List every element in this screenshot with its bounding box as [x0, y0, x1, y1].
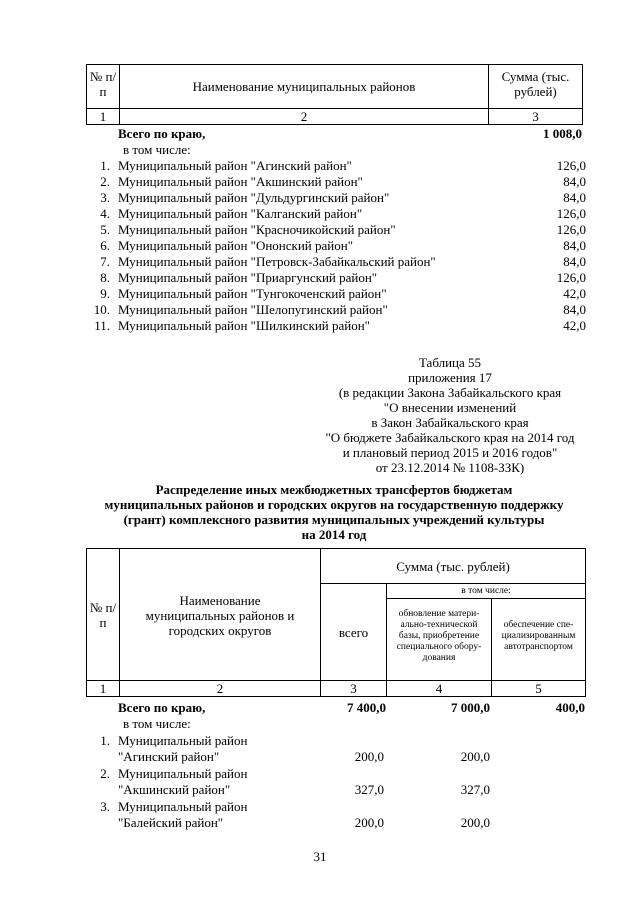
t1-total-label: Всего по краю, [118, 126, 206, 141]
t2-header-name-text: Наименование муниципальных районов и городских округов [145, 593, 295, 638]
annex-line: от 23.12.2014 № 1108-ЗЗК) [375, 460, 525, 475]
t1-total-value: 1 008,0 [543, 126, 582, 141]
table-row: 2. Муниципальный район "Акшинский район" 84,0 [100, 174, 586, 189]
annex-line: в Закон Забайкальского края [371, 415, 529, 430]
t1-colnum-1: 1 [99, 109, 107, 124]
t1-header-name-text: Наименование муниципальных районов [192, 79, 416, 94]
t2-total-v5: 400,0 [555, 700, 585, 715]
t1-colnum-3: 3 [532, 109, 539, 124]
table-row: 11. Муниципальный район "Шилкинский район" 42,0 [94, 318, 586, 333]
t2-header-num-text: № п/п [89, 600, 117, 630]
title-line: (грант) комплексного развития муниципальных учреждений культуры [123, 512, 545, 527]
t2-header-sub2-text: обеспечение спе-циализированным автотранспортом [501, 620, 576, 652]
table-row: 4. Муниципальный район "Калганский район" 126,0 [100, 206, 586, 221]
t2-total-v3: 7 400,0 [347, 700, 386, 715]
t2-row-num: 3. [100, 799, 110, 814]
t1-including: в том числе: [123, 142, 191, 157]
t1-colnum-2: 2 [300, 109, 308, 124]
t2-colnum-3: 3 [350, 681, 357, 696]
t2-total-v4: 7 000,0 [451, 700, 490, 715]
table-row: 3. Муниципальный район "Дульдургинский район" 84,0 [100, 190, 586, 205]
t2-row-v3: 327,0 [354, 782, 384, 797]
t2-colnum-2: 2 [216, 681, 224, 696]
title-line: муниципальных районов и городских округов на государственную поддержку [104, 497, 564, 512]
t2-row-v3: 200,0 [354, 749, 384, 764]
t2-row-line2: "Акшинский район" [118, 782, 231, 797]
t2-row-line1: Муниципальный район [118, 766, 248, 781]
t1-header-num-text: № п/п [89, 69, 117, 99]
t2-colnum-4: 4 [435, 681, 443, 696]
t2-colnum-5: 5 [535, 681, 542, 696]
t2-colnum-1: 1 [99, 681, 107, 696]
t2-row-line1: Муниципальный район [118, 799, 248, 814]
t2-including: в том числе: [123, 716, 191, 731]
t2-row-line1: Муниципальный район [118, 733, 248, 748]
annex-line: и плановый период 2015 и 2016 годов" [342, 445, 558, 460]
t2-header-sum-text: Сумма (тыс. рублей) [396, 559, 510, 574]
table-row: 1. Муниципальный район "Агинский район" 126,0 [100, 158, 586, 173]
t2-total-label: Всего по краю, [118, 700, 206, 715]
title-line: на 2014 год [301, 527, 367, 542]
title-line: Распределение иных межбюджетных трансфертов бюджетам [155, 482, 513, 497]
t2-header-sub1-text: обновление матери-ально-технической базы, приобретение специального обору-дования [396, 609, 482, 663]
table-row: 9. Муниципальный район "Тунгокоченский район" 42,0 [100, 286, 586, 301]
t2-header-incl-text: в том числе: [461, 586, 511, 596]
t2-row-v4: 327,0 [460, 782, 490, 797]
table-row: 10. Муниципальный район "Шелопугинский район" 84,0 [93, 302, 586, 317]
table-row: 5. Муниципальный район "Красночикойский район" 126,0 [100, 222, 586, 237]
page-number: 31 [313, 849, 327, 864]
annex-line: (в редакции Закона Забайкальского края [338, 385, 562, 400]
annex-line: Таблица 55 [418, 355, 482, 370]
annex-line: приложения 17 [408, 370, 492, 385]
t2-row-v4: 200,0 [460, 749, 490, 764]
t2-row-v3: 200,0 [354, 815, 384, 830]
t1-header-sum-text: Сумма (тыс. рублей) [501, 69, 570, 99]
t2-row-line2: "Балейский район" [118, 815, 224, 830]
annex-line: "О бюджете Забайкальского края на 2014 год [325, 430, 575, 445]
t2-row-num: 2. [100, 766, 110, 781]
table-row: 8. Муниципальный район "Приаргунский район" 126,0 [100, 270, 586, 285]
t2-header-total-text: всего [338, 625, 369, 640]
t2-row-num: 1. [100, 733, 110, 748]
table-row: 7. Муниципальный район "Петровск-Забайкальский район" 84,0 [100, 254, 586, 269]
t2-row-v4: 200,0 [460, 815, 490, 830]
t2-row-line2: "Агинский район" [118, 749, 220, 764]
annex-line: "О внесении изменений [383, 400, 517, 415]
table-row: 6. Муниципальный район "Ононский район" 84,0 [100, 238, 586, 253]
